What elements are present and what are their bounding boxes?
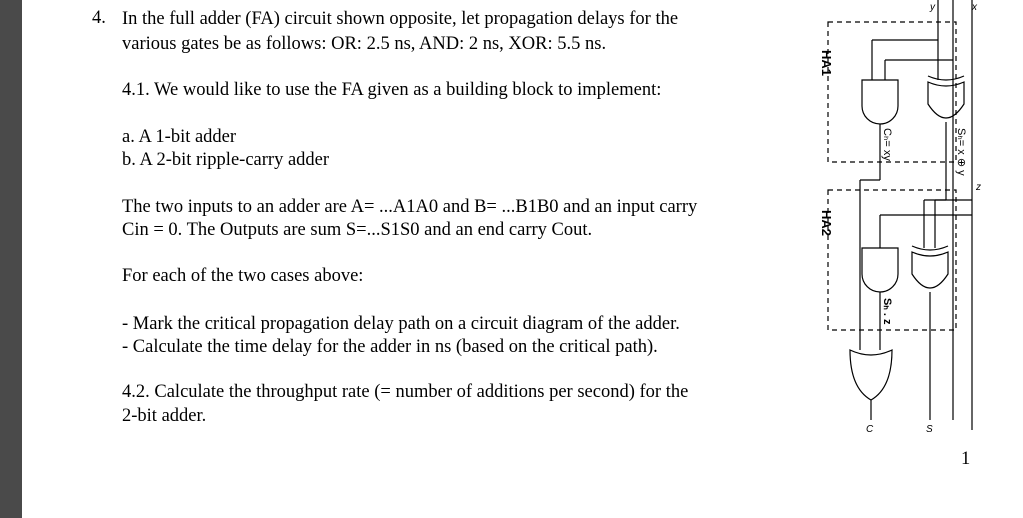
ha2-label: HA2 bbox=[819, 210, 834, 237]
and-gate-1 bbox=[862, 80, 898, 124]
part-4-1-heading: 4.1. We would like to use the FA given as a building block to implement: bbox=[122, 80, 662, 100]
part-4-2-line-2: 2-bit adder. bbox=[122, 406, 207, 426]
question-number: 4. bbox=[92, 8, 106, 28]
s1-label: Sₕ= x ⊕ y bbox=[955, 128, 967, 176]
ha1-label: HA1 bbox=[819, 50, 834, 77]
part-4-2-line-1: 4.2. Calculate the throughput rate (= number of additions per second) for the bbox=[122, 382, 689, 402]
z-label: z bbox=[976, 182, 981, 193]
intro-line-2: various gates be as follows: OR: 2.5 ns, AND: 2 ns, XOR: 5.5 ns. bbox=[122, 34, 607, 54]
item-a: a. A 1-bit adder bbox=[122, 127, 237, 147]
s2-label: Sₕ . z bbox=[881, 298, 893, 325]
s-output-label: S bbox=[926, 424, 933, 435]
intro-line-1: In the full adder (FA) circuit shown opposite, let propagation delays for the bbox=[122, 9, 679, 29]
left-margin-bar bbox=[0, 0, 22, 518]
inputs-line-2: Cin = 0. The Outputs are sum S=...S1S0 and an end carry Cout. bbox=[122, 220, 593, 240]
x-label: x bbox=[972, 2, 977, 13]
c1-label: Cₕ= xy bbox=[881, 128, 893, 161]
bullet-time-delay: - Calculate the time delay for the adder in ns (based on the critical path). bbox=[122, 337, 658, 357]
xor-gate-2 bbox=[912, 252, 948, 288]
or-gate bbox=[850, 350, 892, 400]
full-adder-diagram bbox=[800, 0, 990, 440]
and-gate-2 bbox=[862, 248, 898, 292]
y-label: y bbox=[930, 2, 935, 13]
xor-gate-1 bbox=[928, 82, 964, 118]
for-each-text: For each of the two cases above: bbox=[122, 266, 364, 286]
inputs-line-1: The two inputs to an adder are A= ...A1A0 and B= ...B1B0 and an input carry bbox=[122, 197, 698, 217]
item-b: b. A 2-bit ripple-carry adder bbox=[122, 150, 330, 170]
bullet-critical-path: - Mark the critical propagation delay path on a circuit diagram of the adder. bbox=[122, 314, 680, 334]
page-number: 1 bbox=[961, 449, 971, 469]
c-output-label: C bbox=[866, 424, 874, 435]
